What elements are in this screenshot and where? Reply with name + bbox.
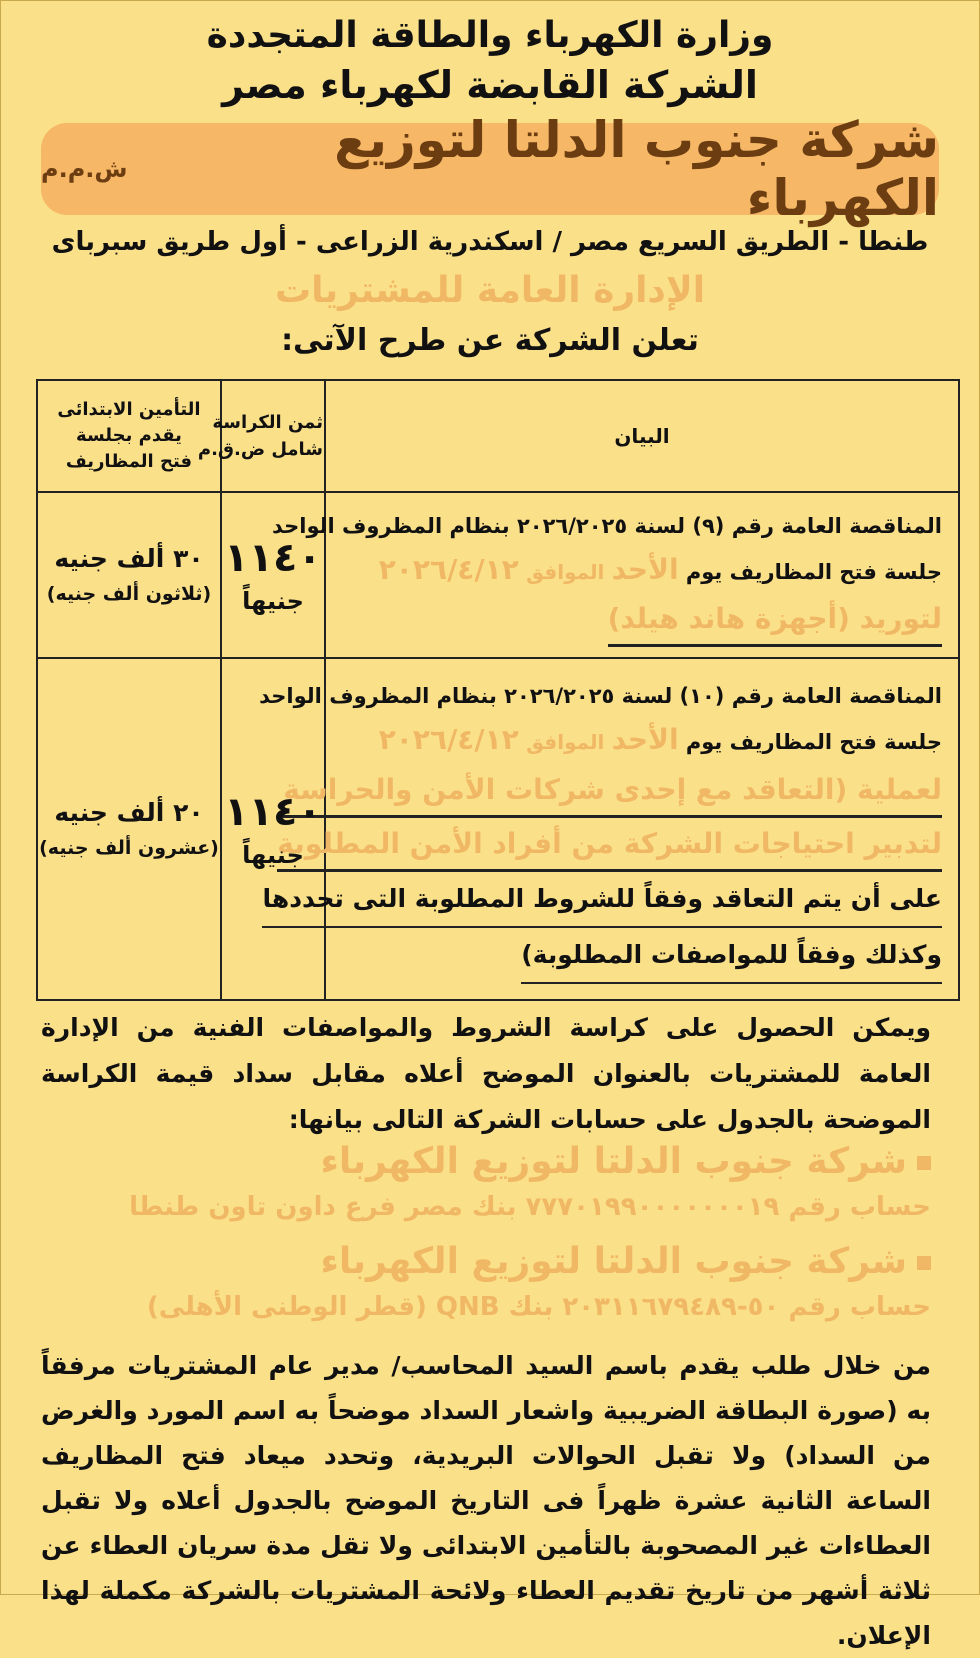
bullet-icon — [917, 1156, 931, 1170]
company-address: طنطا - الطريق السريع مصر / اسكندرية الزراعى - أول طريق سبرباى — [51, 227, 929, 257]
header-price-line: شامل ض.ق.م — [197, 439, 323, 460]
holding-company-title: الشركة القابضة لكهرباء مصر — [222, 63, 758, 107]
price-unit: جنيهاً — [242, 841, 304, 869]
bullet-icon — [917, 1256, 931, 1270]
company-banner — [41, 111, 939, 227]
booklet-info-paragraph: ويمكن الحصول على كراسة الشروط والمواصفات الفنية من الإدارة العامة للمشتريات بالعنوان الموضح أعلاه مقابل سداد قيمة الكراسة الموضحة بالجدول على حسابات الشركة التالى بيانها: — [41, 1013, 931, 1134]
insurance-value: ٣٠ ألف جنيه — [54, 544, 204, 573]
session-label: جلسة فتح المظاريف يوم — [685, 559, 942, 584]
insurance-words: (ثلاثون ألف جنيه) — [46, 583, 212, 605]
session-day: الأحد — [611, 552, 679, 586]
tender-condition: وكذلك وفقاً للمواصفات المطلوبة) — [521, 928, 942, 984]
tenders-table — [36, 379, 960, 1001]
table-row — [37, 658, 959, 1000]
session-day: الأحد — [611, 723, 679, 756]
initial-insurance — [37, 658, 221, 1000]
session-date: ٢٠٢٦/٤/١٢ — [378, 552, 519, 586]
company-name: شركة جنوب الدلتا لتوزيع الكهرباء — [334, 111, 939, 227]
account-holder-name: شركة جنوب الدلتا لتوزيع الكهرباء — [320, 1141, 907, 1182]
header-price-line: ثمن الكراسة — [212, 412, 323, 433]
account-holder — [41, 1137, 931, 1187]
header-insurance-line: التأمين الابتدائى — [57, 399, 201, 420]
price-value: ١١٤٠ — [224, 789, 322, 835]
table-header-row — [37, 380, 959, 492]
session-date: ٢٠٢٦/٤/١٢ — [378, 723, 519, 756]
insurance-words: (عشرون ألف جنيه) — [39, 837, 219, 859]
session-line — [336, 548, 942, 594]
submission-terms-paragraph: من خلال طلب يقدم باسم السيد المحاسب/ مدير عام المشتريات مرفقاً به (صورة البطاقة الضريبية واشعار السداد موضحاً به اسم المورد والغرض من السداد) ولا تقبل الحوالات البريدية، وتحدد ميعاد فتح المظاريف الساعة الثانية عشرة ظهراً فى التاريخ الموضح بالجدول أعلاه ولا تقبل العطاءات غير المصحوبة بالتأمين الابتدائى ولا تقل مدة سريان العطاء عن ثلاثة أشهر من تاريخ تقديم العطاء ولائحة المشتريات بالشركة مكملة لهذا الإعلان. — [41, 1351, 931, 1650]
account-holder-name: شركة جنوب الدلتا لتوزيع الكهرباء — [320, 1241, 907, 1282]
table-row — [37, 492, 959, 658]
initial-insurance — [37, 492, 221, 658]
tender-subject: لتوريد (أجهزة هاند هيلد) — [608, 594, 942, 647]
department-title: الإدارة العامة للمشتريات — [274, 270, 706, 311]
announcement-line: تعلن الشركة عن طرح الآتى: — [281, 323, 699, 358]
account-number: حساب رقم ٧٧٧٠١٩٩٠٠٠٠٠٠٠١٩ بنك مصر فرع داون تاون طنطا — [129, 1192, 931, 1222]
header-insurance — [37, 380, 221, 492]
ministry-title: وزارة الكهرباء والطاقة المتجددة — [206, 15, 774, 56]
session-label: جلسة فتح المظاريف يوم — [685, 730, 942, 754]
tender-number: المناقصة العامة رقم (١٠) لسنة ٢٠٢٦/٢٠٢٥ بنظام المظروف الواحد — [259, 684, 942, 708]
insurance-value: ٢٠ ألف جنيه — [54, 798, 204, 827]
tender-condition: على أن يتم التعاقد وفقاً للشروط المطلوبة التى تحددها — [262, 872, 942, 928]
session-muwafiq: الموافق — [526, 559, 605, 584]
tender-subject: لتدبير احتياجات الشركة من أفراد الأمن المطلوبة — [277, 819, 942, 872]
price-value: ١١٤٠ — [224, 535, 322, 581]
account-holder — [41, 1237, 931, 1287]
header-insurance-line: فتح المظاريف — [65, 451, 193, 472]
session-line — [336, 718, 942, 764]
header-price — [197, 380, 325, 492]
account-number: حساب رقم ٥٠-٢٠٣١١٦٧٩٤٨٩ بنك QNB (قطر الوطنى الأهلى) — [146, 1292, 931, 1322]
header-insurance-line: يقدم بجلسة — [76, 425, 182, 446]
session-muwafiq: الموافق — [526, 730, 605, 754]
tender-subject: لعملية (التعاقد مع إحدى شركات الأمن والحراسة — [283, 765, 942, 818]
header-description: البيان — [325, 380, 959, 492]
tender-number: المناقصة العامة رقم (٩) لسنة ٢٠٢٦/٢٠٢٥ بنظام المظروف الواحد — [271, 513, 942, 538]
company-type: ش.م.م — [41, 155, 128, 183]
price-unit: جنيهاً — [242, 587, 304, 615]
